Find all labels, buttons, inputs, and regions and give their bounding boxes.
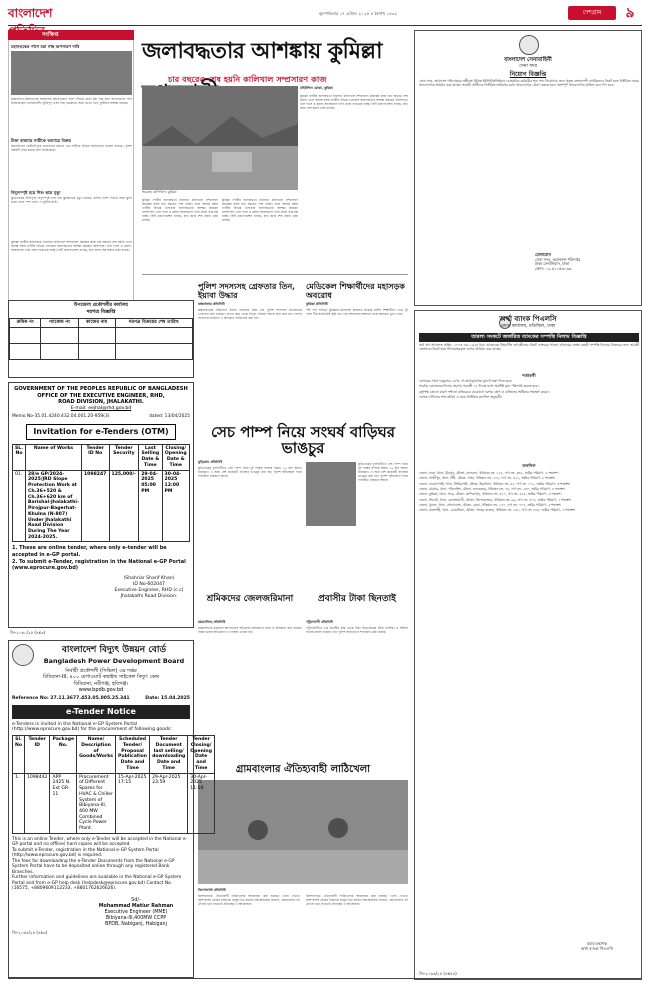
ad-title: দরপত্র বিজ্ঞপ্তি [86,308,116,315]
otm-id: 1098247 [81,470,109,542]
bpdb-col: Tender Closing/ Opening Date and Time [188,736,215,773]
notice2-signer: মহাব্যবস্থাপক [586,941,608,946]
notice2-schedule-item: জেলা- চট্টগ্রাম, থানা- পাঁচলাইশ, মৌজা- শুলকবহর, খতিয়ান নং- ৭৮, দাগ নং- ২৩০, জমির পরিমাণ- ৪ শতাংশ। [419,487,566,492]
tender-ad-small [8,300,194,378]
otm-col: Tender ID No [81,444,109,470]
notice1-contact [535,253,635,272]
ad-org: উপজেলা প্রকৌশলীর কার্যালয় [74,303,128,308]
lead-body-col: কুমিল্লা নগরীর জলাবদ্ধতা নিরসনে কালিখাল সম্প্রসারণ প্রকল্পের কাজ চার বছরেও শেষ হয়নি। ফলে আসন্ন বর্ষায় নগরীর বিভিন্ন এলাকায় জলাবদ্ধতার আশঙ্কা করছেন বাসিন্দারা। খাল দখল ও ময়লা-আবর্জনায় পানি প্রবাহ বাধাগ্রস্ত হচ্ছে। সিটি করপোরেশন বলছে, দ্রুত কাজ শেষ করার চেষ্টা চলছে। [222,198,298,223]
otm-gov: GOVERNMENT OF THE PEOPLES REPUBLIC OF BANGLADESH [14,386,188,392]
brief-photo [11,51,132,95]
notice2-schedule-title: তফসিল [522,463,536,468]
brief-item [11,44,132,137]
story-headline: পুলিশ সদস্যসহ গ্রেফতার তিন, ইয়াবা উদ্ধার [198,281,296,300]
notice2-title: তারল্য সংকটে জর্জরিত ব্যাংকের সম্পত্তি নিলাম বিজ্ঞপ্তি [419,333,639,342]
story-body: কিশোরগঞ্জে ঐতিহ্যবাহী লাঠিখেলার আয়োজন করা হয়েছে। খেলা দেখতে আশপাশের গ্রামের হাজারো মানুষ ভিড় করেন। আয়োজকরা জানান, গ্রামবাংলার এই ঐতিহ্য ধরে রাখতেই প্রতিবছর এ আয়োজন। [198,894,300,907]
bpdb-ref: Reference No: 27.11.3677.453.05.005.25.341 [12,696,130,701]
otm-signer-office: Jhalakathi Road Division. [120,593,178,599]
army-notice [414,30,642,306]
story-body: কক্সবাজারের টেকনাফে ইয়াবা পাচারের সময় এক পুলিশ সদস্যসহ তিনজনকে গ্রেফতার করা হয়েছে। তাদের কাছ থেকে বিপুল পরিমাণ ইয়াবা জব্দ করা হয়। গোপন সংবাদের ভিত্তিতে এ অভিযান পরিচালনা করা হয়। [198,308,302,321]
otm-signer-id: ID No-602047 [133,582,165,588]
otm-col: Tender Security [109,444,139,470]
otm-memo: Memo No-35.01.4240.432.04.001.20-959(3) [12,414,110,420]
otm-col: SL. No [13,444,26,470]
bpdb-col: Package No. [50,736,77,773]
otm-work: 28/e GP/2024-2025/JRD Slope Protection Work at Ch.36+520 & Ch.36+620 km of Barishal-Jhalakathi-Pirojpur-Bagerhat-Khulna (N-807) Under Jhalakathi Road Division During The Year 2024-2025. [25,470,81,542]
bpdb-note: This is an online Tender, where only e-Tender will be accepted in the National e-GP portal and no offline/ hard copies will be accepted. [12,836,188,848]
bpdb-signature [82,898,190,928]
notice2-schedule-item: জেলা- সিলেট, থানা- কোতোয়ালী, মৌজা- জিন্দাবাজার, খতিয়ান নং- ৯৯, দাগ নং- ৪০৪, জমির পরিমাণ- ২ শতাংশ। [419,497,572,502]
notice1-body: সেনা সদর, অর্ডন্যান্স পরিদপ্তরের অধীনস্থ বিভিন্ন ইউনিট/প্রতিষ্ঠানে বেসামরিক কর্মচারীর শূন্য পদে নিয়োগের জন্য প্রকৃত বাংলাদেশী নাগরিকদের নিকট হতে নির্ধারিত ফরমে আবেদনপত্র আহ্বান করা যাচ্ছে। আগ্রহী প্রার্থীদের নির্ধারিত তারিখের মধ্যে আবেদনপত্র প্রেরণ করতে হবে। অসম্পূর্ণ আবেদনপত্র বাতিল বলে গণ্য হবে। [419,79,639,88]
notice1-sub: সেনা সদর [518,63,538,69]
lead-byline: মহিউদ্দিন মোল্লা, কুমিল্লা [300,86,333,90]
story-headline: প্রবাসীর টাকা ছিনতাই [318,594,396,604]
ad-col-header: কাজের নাম [78,318,115,327]
notice2-condition: দরপত্র দাখিলের শেষ তারিখ ও সময় নির্ধারিত তফসিল অনুযায়ী। [419,395,502,400]
bpdb-table [12,735,215,834]
notice1-contact-line: ফোন: ০২-৪১০৫৩০৩৩ [535,266,572,272]
bpdb-note: To submit e-Tender, registration in the National e-GP System Portal (http://www.eprocure.gov.bd) is required. [12,847,159,859]
photo-placeholder [142,86,298,190]
story-body: পটুয়াখালীতে এক প্রবাসীর কাছ থেকে টাকা ছিনতাইয়ের ঘটনা ঘটেছে। এ ঘটনায় থানায় মামলা হয়েছে এবং পুলিশ জড়িতদের শনাক্তের চেষ্টা করছে। [306,626,408,635]
notice2-schedule [419,471,639,931]
notice2-condition: কর্তৃপক্ষ কোনো কারণ দর্শানো ব্যতিরেকে যেকোনো দরপত্র গ্রহণ বা বাতিলের অধিকার সংরক্ষণ করেন। [419,389,550,394]
notice1-org: বাংলাদেশ সেনাবাহিনী [504,57,552,63]
lead-photo-caption: অবরুদ্ধ কালিখাল। কুমিল্লা [142,190,177,194]
bpdb-desc: Procurement of Different Spares for HVAC & Chiller System of Bibiyana-III, 400 MW Combined Cycle Power Plant. [77,773,116,833]
story-byline: কুড়িগ্রাম প্রতিনিধি [198,460,223,464]
notice1-contact-org: যোগাযোগ [535,252,551,257]
otm-sl: 01. [13,470,26,542]
otm-date: dated: 13/04/2025 [149,414,190,420]
otm-note: 2. To submit e-Tender, registration in the National e-GP Portal (www.eprocure.gov.bd) [12,558,186,572]
lead-subhead: চার বছরেও শেষ হয়নি কালিখাল সম্প্রসারণ কাজ [168,74,327,84]
bpdb-name-bn: বাংলাদেশ বিদ্যুৎ উন্নয়ন বোর্ড [61,645,167,656]
ad-col-header: দরপত্র বিক্রয়ের শেষ তারিখ [115,318,192,327]
story-photo [198,780,408,884]
notice2-schedule-item: জেলা- গাজীপুর, থানা- টঙ্গী, মৌজা- গাছা, খতিয়ান নং- ২১৮, দাগ নং- ৬১২, জমির পরিমাণ- ৮ শতাংশ। [419,476,556,481]
lead-body-col: কুমিল্লা নগরীর জলাবদ্ধতা নিরসনে কালিখাল সম্প্রসারণ প্রকল্পের কাজ চার বছরেও শেষ হয়নি। ফলে আসন্ন বর্ষায় নগরীর বিভিন্ন এলাকায় জলাবদ্ধতার আশঙ্কা করছেন বাসিন্দারা। খাল দখল ও ময়লা-আবর্জনায় পানি প্রবাহ বাধাগ্রস্ত হচ্ছে। সিটি করপোরেশন বলছে, দ্রুত কাজ শেষ করার চেষ্টা চলছে। [142,198,218,223]
otm-footer-code: জি-২০৬০/২৫ (৪x৩) [10,630,46,635]
notice2-schedule-item: জেলা- খুলনা, থানা- সোনাডাঙ্গা, মৌজা- বয়রা, খতিয়ান নং- ১৫০, দাগ নং- ৭৭৭, জমির পরিমাণ- ৫ শতাংশ। [419,503,562,508]
bpdb-col: Tender Document last selling/ downloading Date and Time [150,736,188,773]
otm-tender-ad [8,382,194,628]
bpdb-intro: e-Tenders is invited in the National e-GP System Portal (http://www.eprocure.gov.bd) for the procurement of following goods: [12,721,172,733]
otm-signer-title: Executive Engineer, RHD (c.c) [114,587,184,593]
masthead [8,4,642,26]
bpdb-pkg: APP 2425 N. Ext GR-11 [50,773,77,833]
otm-title: Invitation for e-Tenders (OTM) [26,424,176,440]
notice2-schedule-item: জেলা- কুমিল্লা, থানা- সদর, মৌজা- কান্দিরপাড়, খতিয়ান নং- ৩১০, দাগ নং- ৫৫৫, জমির পরিমাণ- ৬ শতাংশ। [419,492,562,497]
bpdb-id: 1098442 [25,773,50,833]
story-body: কুড়িগ্রামের ফুলবাড়ীতে সেচ পাম্প নিয়ে দুই পক্ষের সংঘর্ষে অন্তত ১০ জন আহত হয়েছেন। এ সময় বেশ কয়েকটি বাড়িঘর ভাঙচুর করা হয়। পুলিশ ঘটনাস্থলে গিয়ে পরিস্থিতি নিয়ন্ত্রণে আনে। [358,462,408,483]
story-headline: মেডিকেল শিক্ষার্থীদের মহাসড়ক অবরোধ [306,281,405,300]
lead-photo [142,86,298,190]
notice1-contact-line: ঢাকা সেনানিবাস, ঢাকা [535,261,570,267]
otm-table [12,444,190,543]
bpdb-sl: 1. [13,773,25,833]
bpdb-signer-office: Bibiyana-III,400MW CCPP [105,915,167,921]
bpdb-date: Date: 15.04.2025 [145,696,190,701]
story-body: কিশোরগঞ্জে ঐতিহ্যবাহী লাঠিখেলার আয়োজন করা হয়েছে। খেলা দেখতে আশপাশের গ্রামের হাজারো মানুষ ভিড় করেন। আয়োজকরা জানান, গ্রামবাংলার এই ঐতিহ্য ধরে রাখতেই প্রতিবছর এ আয়োজন। [306,894,408,907]
otm-memo-row [12,414,190,420]
bpdb-col: Scheduled Tender/ Proposal Publication Date and Time [115,736,149,773]
story-headline: গ্রামবাংলার ঐতিহ্যবাহী লাঠিখেলা [235,764,371,775]
otm-closing: 30-04-2025 12:00 PM [162,470,189,542]
bpdb-notes [12,837,190,892]
story-photo [306,462,356,526]
notice2-schedule-item: জেলা- রাজশাহী, থানা- বোয়ালিয়া, মৌজা- সাহেব বাজার, খতিয়ান নং- ২৬০, দাগ নং- ৮৮৮, জমির পরিমাণ- ৭ শতাংশ। [419,508,576,513]
notice2-condition: দরপত্রের সাথে দরমূল্যের ২৫% পে-অর্ডার/ব্যাংক ড্রাফট জমা দিতে হবে। [419,379,512,383]
story-byline: কিশোরগঞ্জ প্রতিনিধি [198,888,226,892]
otm-signer: (Shahriar Sharif Khan) [123,576,175,582]
notice2-intro: অর্থ ঋণ আদালত আইন, ২০০৩ এর ১২(৩) ধারা মোতাবেক নিম্নবর্ণিত ঋণগ্রহীতার নিকট ব্যাংকের পাওনা আদায়ের লক্ষ্যে বন্ধকী সম্পত্তি নিলামে বিক্রয়ের জন্য আগ্রহী ক্রেতাদের নিকট হতে সিলমোহরকৃত দরপত্র আহ্বান করা যাচ্ছে। [419,343,639,352]
notice2-condition: সর্বোচ্চ দরদাতাকে নিলাম গ্রহণের পরবর্তী ১৫ দিনের মধ্যে অবশিষ্ট মূল্য পরিশোধ করতে হবে। [419,384,539,389]
otm-note: 1. These are online tender, where only e-tender will be accepted in e-GP portal. [12,545,167,558]
brief-body: ঝিনাইদহের কোটচাঁদপুরে প্রতারণার মাধ্যমে এক নারীকে বিক্রির অভিযোগে মামলা হয়েছে। পুলিশ বিষয়টি তদন্ত করছে বলে জানিয়েছে। [11,144,132,153]
bpdb-signer-title: Executive Engineer (MME) [104,909,168,915]
notice2-schedule-item: জেলা- ঢাকা, থানা- মিরপুর, মৌজা- কাফরুল, খতিয়ান নং- ১২৫, দাগ নং- ৩৪৫, জমির পরিমাণ- ৫ শতাংশ। [419,471,559,475]
story-body: কুড়িগ্রামের ফুলবাড়ীতে সেচ পাম্প নিয়ে দুই পক্ষের সংঘর্ষে অন্তত ১০ জন আহত হয়েছেন। এ সময় বেশ কয়েকটি বাড়িঘর ভাঙচুর করা হয়। পুলিশ ঘটনাস্থলে গিয়ে পরিস্থিতি নিয়ন্ত্রণে আনে। [198,466,302,479]
dateline: বৃহস্পতিবার ১৭ এপ্রিল ২০২৫ ৪ বৈশাখ ১৪৩২ [318,11,398,16]
newspaper-logo: বাংলাদেশ [8,6,52,20]
notice2-conditions-title: শর্তাবলী [522,373,536,378]
notice2-schedule-item: জেলা- নারায়ণগঞ্জ, থানা- সিদ্ধিরগঞ্জ, মৌজা- হিরাঝিল, খতিয়ান নং- ৪৫, দাগ নং- ১০২, জমির পরিমাণ- ৩ শতাংশ। [419,481,571,486]
lead-body: কুমিল্লা নগরীর জলাবদ্ধতা নিরসনে কালিখাল সম্প্রসারণ প্রকল্পের কাজ চার বছরেও শেষ হয়নি। ফলে আসন্ন বর্ষায় নগরীর বিভিন্ন এলাকায় জলাবদ্ধতার আশঙ্কা করছেন বাসিন্দারা। খাল দখল ও ময়লা-আবর্জনায় পানি প্রবাহ বাধাগ্রস্ত হচ্ছে। সিটি করপোরেশন বলছে, দ্রুত কাজ শেষ করার চেষ্টা চলছে। [300,94,408,111]
story-headline: শ্রমিকদের জেলজরিমানা [206,594,294,604]
otm-col: Last Selling Date & Time [139,444,162,470]
bpdb-signer-addr: BPDB, Nabiganj, Habiganj [105,921,167,927]
brief-title: টাকা বাজারে নারীকে অন্যায়ে বিক্রয় [11,138,71,143]
photo-placeholder [198,780,408,884]
ad-table [9,318,193,360]
brief-item [11,138,132,184]
bpdb-sd: Sd/- [131,897,141,903]
bpdb-logo-icon [12,644,34,666]
bpdb-office: নির্বাহী প্রকৌশলী (সিভিল) এর দপ্তর [65,668,137,674]
notice2-signer-org: অর্থা ব্যাংক পিএলসি [580,946,614,951]
brief-body: কুড়িগ্রামের উলিপুরে বিদ্যুৎস্পৃষ্ট হয়ে এক স্কুলছাত্রের মৃত্যু হয়েছে। বাড়ির পাশে খেলার সময় ঝুলে থাকা তারে স্পর্শ লেগে এ দুর্ঘটনা ঘটে। [11,196,132,205]
bpdb-note: Further information and guidelines are available in the National e-GP System Portal and from e-GP help desk (helpdesk@eprocure.gov.bd) Contact No. (16575, +8809609112233, +8801762626626). [12,875,182,892]
bank-auction-notice [414,310,642,980]
bpdb-addr: বিবিয়ানা, নবীগঞ্জ, হবিগঞ্জ। [73,680,129,687]
bpdb-title: e-Tender Notice [12,705,190,719]
bpdb-pub: 15-Apr-2025 17:15 [115,773,149,833]
story-byline: পটুয়াখালী প্রতিনিধি [306,620,333,624]
otm-security: 125,000/- [109,470,139,542]
ad-col-header: ক্রমিক নং [10,318,41,327]
story-body: ময়মনসিংহে ভ্রাম্যমাণ আদালতের অভিযানে শ্রমিকদের জেল ও জরিমানা করা হয়েছে। নিয়ম ভঙ্গের অভিযোগে এ ব্যবস্থা নেওয়া হয়। [198,626,302,635]
story-headline: সেচ পাম্প নিয়ে সংঘর্ষ বাড়িঘর ভাঙচুর [210,423,396,457]
bpdb-sell: 29-Apr-2025 23:59 [150,773,188,833]
bpdb-ref-row [12,696,190,702]
army-emblem-icon [519,35,539,55]
bpdb-close: 30-Apr-2025 11:00 [188,773,215,833]
briefs-label: সংক্ষিপ্ত [8,30,134,40]
page-number: ৯ [625,5,635,21]
story-byline: কক্সবাজার প্রতিনিধি [198,302,225,306]
otm-division: ROAD DIVISION, JHALAKATHI. [58,399,144,405]
bpdb-web: www.bpdb.gov.bd [78,686,124,693]
bpdb-name-en: Bangladesh Power Development Board [43,656,185,665]
brief-filler: কুমিল্লা নগরীর জলাবদ্ধতা নিরসনে কালিখাল সম্প্রসারণ প্রকল্পের কাজ চার বছরেও শেষ হয়নি। ফলে আসন্ন বর্ষায় নগরীর বিভিন্ন এলাকায় জলাবদ্ধতার আশঙ্কা করছেন বাসিন্দারা। খাল দখল ও ময়লা-আবর্জনায় পানি প্রবাহ বাধাগ্রস্ত হচ্ছে। সিটি করপোরেশন বলছে, দ্রুত কাজ শেষ করার চেষ্টা চলছে। [11,240,132,253]
story-byline: ময়মনসিংহ প্রতিনিধি [198,620,226,624]
section-tag: দেশগ্রাম [568,6,616,20]
otm-office: OFFICE OF THE EXECUTIVE ENGINEER, RHD, [37,392,165,399]
otm-signature [108,576,190,599]
brief-body: ময়মনসিংহ-কিশোরগঞ্জ আঞ্চলিক মহাসড়কের পাশে দাঁড়িয়ে থাকা মরা গাছ দ্রুত অপসারণের দাবি জানিয়েছেন এলাকাবাসী। ঝুঁকিপূর্ণ এসব গাছ যেকোনো সময় ভেঙে পড়ে দুর্ঘটনার আশঙ্কা রয়েছে। [11,97,132,106]
bpdb-footer-code: জি-২০৬৪/২৫ (৪x৩) [12,929,48,935]
bpdb-col: Name/ Description of Goods/Works [77,736,116,773]
notice2-conditions [419,379,639,459]
notice2-sub: প্রধান কার্যালয়, মতিঝিল, ঢাকা [500,323,556,329]
notice2-org: অর্থা ব্যাংক পিএলসি [499,314,557,323]
bpdb-note: The fees for downloading the e-Tender Documents from the National e-GP System Portal have to be deposited online through any registered Bank Branches. [12,858,175,875]
bpdb-col: Tender ID [25,736,50,773]
brief-title: মহাসড়কের পাশে মরা গাছ অপসারণ দাবি [11,44,80,49]
bpdb-col: Sl. No [13,736,25,773]
story-body: পাঁচ দফা দাবিতে কুমিল্লায় মহাসড়ক অবরোধ করেছে ম্যাটস শিক্ষার্থীরা। এতে দুই পাশে দীর্ঘ যানজটের সৃষ্টি হয়। পরে প্রশাসনের আশ্বাসে তারা অবরোধ তুলে নেয়। [306,308,408,317]
ad-col-header: প্যাকেজ নং [41,318,78,327]
otm-col: Closing/ Opening Date & Time [162,444,189,470]
lead-headline: জলাবদ্ধতার আশঙ্কায় কুমিল্লা [142,38,382,64]
bpdb-signer: Mohammad Matiur Rahman [98,903,174,909]
otm-selling: 29-04-2025 05:00 PM [139,470,162,542]
otm-email: E-mail: eejhal@rhd.gov.bd [70,405,132,411]
bpdb-header [12,644,190,666]
bpdb-plant: বিবিয়ানা-III, ৪০০ মেগাওয়াট কম্বাইন্ড সাইকেল বিদ্যুৎ কেন্দ্র [42,674,160,681]
notice2-footer-code: জি-২০৬৩/২৫ (৪x৪৪) [419,971,457,976]
notice1-contact-line: সেনা সদর, অর্ডন্যান্স পরিদপ্তর [535,256,581,262]
divider [142,274,408,275]
brief-item [11,190,132,240]
otm-col: Name of Works [25,444,81,470]
page-footer-rule [8,978,642,979]
brief-title: বিদ্যুৎস্পৃষ্ট হয়ে শিশু ছাত্র মৃত্যু [11,190,61,195]
story-byline: কুমিল্লা প্রতিনিধি [306,302,328,306]
notice1-title: নিয়োগ বিজ্ঞপ্তি [509,70,547,78]
notice2-signature [555,941,639,951]
